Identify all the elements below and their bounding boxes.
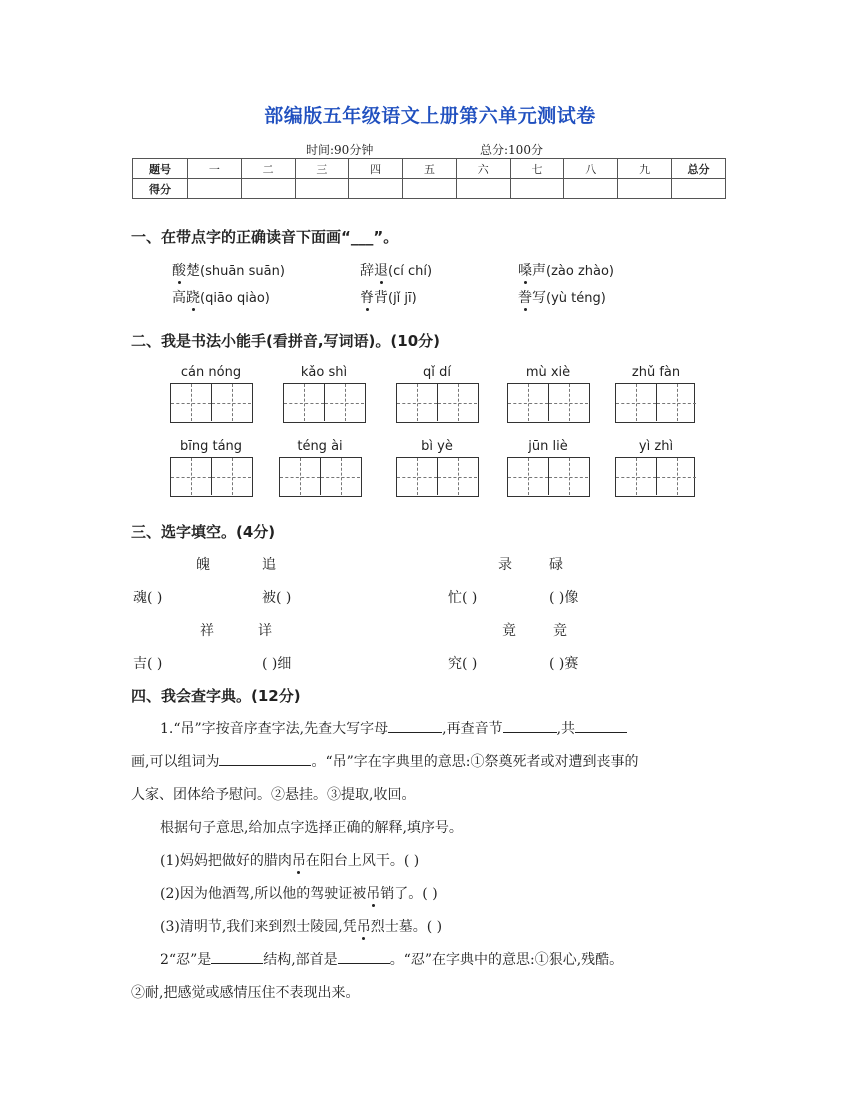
score-table-head: 一 — [188, 159, 242, 179]
writing-grid[interactable] — [615, 383, 695, 423]
exam-total: 总分:100分 — [480, 143, 543, 157]
pinyin-label — [392, 365, 482, 380]
writing-grid[interactable] — [170, 383, 253, 423]
pinyin: liè — [552, 439, 568, 454]
answer-blank[interactable] — [219, 751, 311, 766]
dotted-char: 脊 — [360, 290, 374, 306]
score-table-score-row — [133, 179, 726, 199]
item-char: 高 — [172, 290, 186, 306]
writing-grid[interactable] — [279, 457, 362, 497]
answer-paren[interactable]: 烈士墓。( ) — [370, 919, 443, 935]
fill-blank[interactable]: ( )像 — [549, 590, 579, 606]
pinyin-label — [611, 365, 701, 380]
fill-blank[interactable]: 吉( ) — [133, 656, 163, 672]
writing-grid[interactable] — [507, 383, 590, 423]
score-table-head: 七 — [510, 159, 564, 179]
pinyin: bì — [421, 439, 434, 454]
score-cell[interactable] — [618, 179, 672, 199]
fill-blank[interactable]: 被( ) — [262, 590, 292, 606]
dotted-char: 吊 — [366, 886, 381, 902]
score-table-head: 九 — [618, 159, 672, 179]
pinyin-options: (qiāo qiào) — [200, 291, 270, 306]
score-cell[interactable] — [295, 179, 349, 199]
pinyin-label — [279, 365, 369, 380]
question-text: 根据句子意思,给加点字选择正确的解释,填序号。 — [160, 820, 463, 836]
score-cell[interactable] — [403, 179, 457, 199]
score-table-head: 八 — [564, 159, 618, 179]
choice-char: 追 — [262, 557, 276, 573]
answer-paren[interactable]: 在阳台上风干。( ) — [305, 853, 420, 869]
pinyin-item — [172, 287, 270, 307]
pinyin-label — [611, 439, 701, 454]
pinyin: jūn — [528, 439, 549, 454]
score-table-head: 总分 — [672, 159, 726, 179]
pinyin: bīng — [179, 439, 209, 454]
question-text: ②耐,把感觉或感情压住不表现出来。 — [131, 985, 360, 1001]
score-cell[interactable] — [672, 179, 726, 199]
score-cell[interactable] — [188, 179, 242, 199]
item-char: 写 — [532, 290, 546, 306]
choice-char: 详 — [258, 623, 272, 639]
exam-time: 时间:90分钟 — [306, 143, 374, 157]
question-text: 人家、团体给予慰问。②悬挂。③提取,收回。 — [131, 787, 416, 803]
pinyin-label — [503, 365, 593, 380]
pinyin-item — [518, 287, 606, 307]
pinyin-item — [172, 260, 285, 280]
choice-char: 碌 — [549, 557, 563, 573]
pinyin: yì — [638, 439, 651, 454]
dotted-char: 跷 — [186, 290, 200, 306]
score-cell[interactable] — [456, 179, 510, 199]
pinyin: ài — [331, 439, 343, 454]
page-title: 部编版五年级语文上册第六单元测试卷 — [264, 105, 596, 127]
dotted-char: 吊 — [291, 853, 306, 869]
writing-grid[interactable] — [615, 457, 695, 497]
pinyin-options: (zào zhào) — [546, 264, 615, 279]
pinyin-label — [166, 365, 256, 380]
writing-grid[interactable] — [396, 383, 479, 423]
fill-blank[interactable]: 魂( ) — [133, 590, 163, 606]
item-char: 声 — [532, 263, 546, 279]
score-cell[interactable] — [241, 179, 295, 199]
question-line — [131, 751, 741, 771]
score-cell[interactable] — [349, 179, 403, 199]
pinyin: yè — [437, 439, 453, 454]
fill-blank[interactable]: ( )细 — [262, 656, 292, 672]
pinyin: zhì — [654, 439, 674, 454]
score-table-head: 四 — [349, 159, 403, 179]
pinyin-options: (cí chí) — [388, 264, 433, 279]
writing-grid[interactable] — [170, 457, 253, 497]
answer-paren[interactable]: 销了。( ) — [380, 886, 438, 902]
fill-blank[interactable]: 忙( ) — [448, 590, 478, 606]
writing-grid[interactable] — [507, 457, 590, 497]
pinyin-options: (shuān suān) — [200, 264, 285, 279]
item-char: 楚 — [186, 263, 200, 279]
pinyin: qǐ — [423, 365, 435, 380]
question-text: 画,可以组词为 — [131, 754, 220, 770]
question-text: 。“吊”字在字典里的意思:①祭奠死者或对遭到丧事的 — [311, 754, 639, 770]
pinyin-label — [503, 439, 593, 454]
pinyin-item — [360, 287, 417, 307]
pinyin: dí — [439, 365, 451, 380]
question-text: (1)妈妈把做好的腊肉 — [160, 853, 292, 869]
answer-blank[interactable] — [338, 949, 390, 964]
section2-heading: 二、我是书法小能手(看拼音,写词语)。(10分) — [131, 332, 440, 350]
pinyin-options: (jǐ jī) — [388, 291, 417, 306]
answer-blank[interactable] — [503, 718, 557, 733]
pinyin: xiè — [550, 365, 571, 380]
sentence-1 — [160, 850, 419, 870]
question-text: 结构,部首是 — [263, 952, 338, 968]
section3-heading: 三、选字填空。(4分) — [131, 523, 276, 541]
score-table-head: 六 — [456, 159, 510, 179]
answer-blank[interactable] — [575, 718, 627, 733]
question-line — [160, 949, 760, 969]
question-text: 1.“吊”字按音序查字法,先查大写字母 — [160, 721, 389, 737]
choice-char: 竞 — [553, 623, 567, 639]
section4-heading: 四、我会查字典。(12分) — [131, 687, 301, 705]
question-text: ,共 — [556, 721, 576, 737]
dotted-char: 退 — [374, 263, 388, 279]
score-table-head: 二 — [241, 159, 295, 179]
pinyin-label — [166, 439, 256, 454]
pinyin-label — [392, 439, 482, 454]
sentence-3 — [160, 916, 442, 936]
dotted-char: 誊 — [518, 290, 532, 306]
question-text: 2“忍”是 — [160, 952, 212, 968]
score-table — [132, 158, 726, 199]
pinyin-item — [518, 260, 614, 280]
pinyin: nóng — [208, 365, 242, 380]
pinyin: fàn — [659, 365, 681, 380]
pinyin: cán — [180, 365, 205, 380]
choice-char: 竟 — [502, 623, 516, 639]
item-char: 辞 — [360, 263, 374, 279]
pinyin-options: (yù téng) — [546, 291, 606, 306]
question-text: ,再查音节 — [442, 721, 503, 737]
pinyin: kǎo — [300, 365, 325, 380]
pinyin-item — [360, 260, 432, 280]
writing-grid[interactable] — [396, 457, 479, 497]
pinyin: mù — [525, 365, 547, 380]
dotted-char: 嗓 — [518, 263, 532, 279]
choice-char: 魄 — [196, 557, 210, 573]
answer-blank[interactable] — [388, 718, 442, 733]
sentence-2 — [160, 883, 438, 903]
section1-heading: 一、在带点字的正确读音下面画“___”。 — [131, 228, 399, 246]
answer-blank[interactable] — [211, 949, 263, 964]
choice-char: 祥 — [200, 623, 214, 639]
score-table-head: 五 — [403, 159, 457, 179]
score-table-head: 题号 — [133, 159, 188, 179]
score-table-head: 三 — [295, 159, 349, 179]
question-text: 。“忍”在字典中的意思:①狠心,残酷。 — [389, 952, 624, 968]
score-table-head-row — [133, 159, 726, 179]
fill-blank[interactable]: ( )赛 — [549, 656, 579, 672]
question-text: (3)清明节,我们来到烈士陵园,凭 — [160, 919, 357, 935]
item-char: 背 — [374, 290, 388, 306]
question-line — [160, 718, 740, 738]
writing-grid[interactable] — [283, 383, 366, 423]
score-cell[interactable] — [564, 179, 618, 199]
fill-blank[interactable]: 究( ) — [448, 656, 478, 672]
choice-char: 录 — [498, 557, 512, 573]
pinyin: shì — [328, 365, 348, 380]
pinyin: téng — [297, 439, 327, 454]
dotted-char: 吊 — [356, 919, 371, 935]
pinyin: táng — [212, 439, 243, 454]
score-cell[interactable] — [510, 179, 564, 199]
pinyin: zhǔ — [631, 365, 656, 380]
question-text: (2)因为他酒驾,所以他的驾驶证被 — [160, 886, 367, 902]
dotted-char: 酸 — [172, 263, 186, 279]
score-row-label: 得分 — [133, 179, 188, 199]
pinyin-label — [275, 439, 365, 454]
